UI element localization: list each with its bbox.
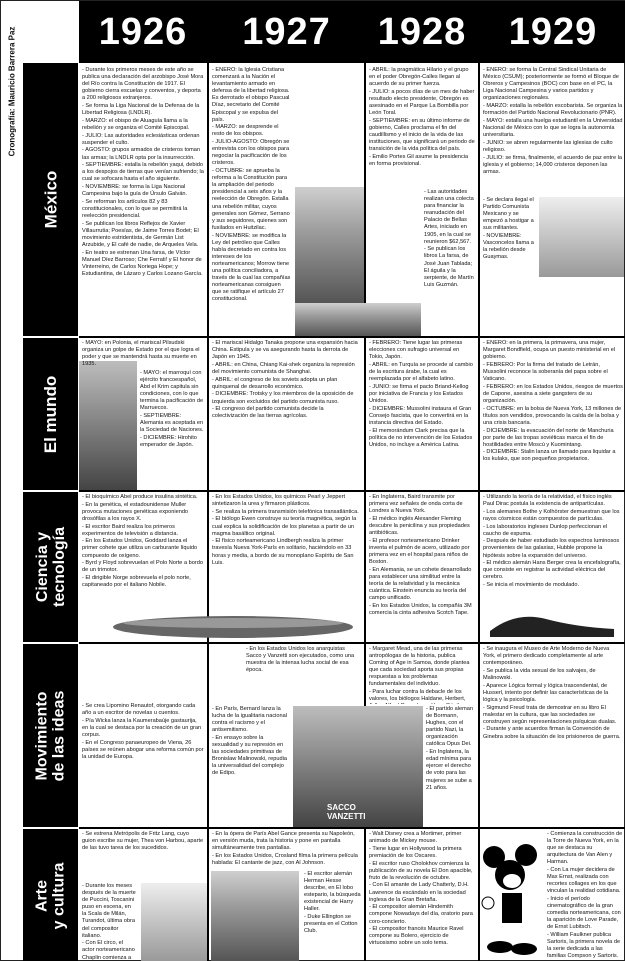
mickey-mouse-illustration [480, 843, 544, 961]
entry-text: - En el Congreso panaeuropeo de Viena, 26 países se reúnen abogar una reforma común por la unidad de Europa. [82, 739, 204, 760]
entry-text: - El escritor ruso Cholokhov comienza la publicación de su novela El Don apacible, fruto de la revolución de octubre. [369, 860, 473, 881]
entry-text: - JUNIO: se abren regularmente las iglesias de culto religioso. [483, 139, 613, 153]
photo-caption: SACCO VANZETTI [327, 803, 366, 821]
cell-ciencia-1928 [366, 492, 478, 642]
entry-text: - FEBRERO: en los Estados Unidos, riesgos de muertos de Capone, asesina a siete gangsters de su organización. [483, 383, 623, 404]
photo-couple [79, 361, 137, 490]
entry-text: - DICIEMBRE: Mussolini instaura el Gran Consejo fascista, que lo convertirá en la instancia directiva del Estado. [369, 405, 472, 426]
entry-text: - El médico inglés Alexander Fleming descubre la penicilina y sus propiedades antibióticas. [369, 515, 470, 537]
photo-sacco-vanzetti [293, 706, 423, 827]
poster-napoleon [141, 883, 207, 961]
cell-mexico-1929-b [480, 195, 538, 336]
row-mundo-label: El mundo [41, 375, 61, 453]
entry-text: - JULIO-AGOSTO: Obregón se entrevista con los obispos para negociar la pacificación de los cristeros. [212, 139, 290, 167]
row-ideas-label: Movimiento de las ideas [33, 690, 68, 781]
entry-text: - Comienza la construcción de la Torre de Nueva York, en la que se destaca su arquitectura de Van Alen y Harman. [547, 831, 623, 866]
cell-mundo-1928 [366, 338, 478, 490]
cell-arte-1928 [366, 829, 478, 961]
entry-text: - DICIEMBRE: Trotsky y los miembros de la oposición de izquierda son excluidos del partido comunista ruso. [212, 391, 354, 405]
entry-text: - Durante y ante acuerdos firman la Convención de Ginebra sobre la situación de los prisioneros de guerra. [483, 726, 621, 740]
entry-text: - William Faulkner publica Sartoris, la primera novela de la serie dedicada a las familias Compson y Sartoris. [547, 932, 621, 960]
entry-text: - AGOSTO: grupos armados de cristeros toman las armas; la LNDLR opta por la insurrección. [82, 147, 201, 161]
cell-ideas-1927 [243, 644, 364, 704]
entry-text: - Se inaugura el Museo de Arte Moderno de Nueva York, el primero dedicado completamente al arte contemporáneo. [483, 646, 610, 667]
entry-text: - Se estrena Metrópolis de Fritz Lang, cuyo guion escribe su mujer, Thea von Harbou, aparte de las tuvo tarea de los sucedidos. [82, 831, 204, 852]
cell-mexico-1928 [366, 65, 478, 190]
entry-text: - Durante los meses después de la muerte de Puccini, Toscanini puso en escena, en la Scala de Milán, Turandot, última obra del compositor italiano. [82, 883, 136, 939]
entry-text: - El memorándum Clark precisa que la política de no intervención de los Estados Unidos, no incluye a América Latina. [369, 427, 473, 448]
entry-text: - SEPTIEMBRE: Alemania es aceptada en la Sociedad de Naciones. [140, 413, 204, 434]
entry-text: - El compositor alemán Hindemith compone Nowadays del día, oratorio para coro-concierto. [369, 904, 473, 925]
entry-text: - JULIO: Las autoridades eclesiásticas ordenan suspender el culto. [82, 132, 200, 146]
entry-text: - Después de haber estudiado los espectros luminosos provenientes de las galaxias, Hubble propone la hipótesis sobre la expansión del universo. [483, 538, 620, 559]
entry-text: - Se crea Lipomino Renautof, otorgando cada año a un escritor de novelas u cuentos. [82, 703, 196, 717]
cell-mexico-1928-b [421, 187, 478, 307]
year-1928: 1928 [366, 1, 478, 63]
entry-text: - Se publica la vida sexual de los salvajes, de Malinowski. [483, 667, 596, 681]
entry-text: - SEPTIEMBRE: en su último informe de gobierno, Calles proclama el fin del caudillismo y el inicio de la vida de las instituciones, que significará un periodo de transición de la vida política del país. [369, 117, 475, 153]
photo-credit [1, 1, 23, 181]
cell-mexico-1929 [480, 65, 625, 195]
entry-text: - Se inicia el movimiento de modulado. [483, 582, 580, 589]
cell-arte-1926 [79, 829, 207, 881]
entry-text: - JULIO: a pocos días de un mes de haber resultado electo presidente, Obregón es asesinado en el Parque La Bombilla por León Toral. [369, 88, 475, 117]
cell-ciencia-1927 [209, 492, 364, 612]
entry-text: - ABRIL: en Turquía se procede al cambio de la escritura árabe, la cual es reemplazada por el alfabeto latino. [369, 361, 473, 383]
entry-text: - DICIEMBRE: la evacuación del norte de Manchuria por parte de las tropas soviéticas marca el fin de hostilidades entre Moscú y Kuomintang. [483, 427, 614, 448]
entry-text: - SEPTIEMBRE: estalla la rebelión yaqui, debido a los despojos de tierras que venían sufriendo; la cual se sofocara hasta el año siguiente. [82, 162, 204, 183]
entry-text: - En los Estados Unidos, los químicos Pearl y Jeppert sintetizaron la urea y firmaron plásticos. [212, 494, 346, 508]
year-1927: 1927 [209, 1, 364, 63]
cell-mundo-1926-b [137, 368, 207, 490]
entry-text: - Inicio el período cinematográfico de la gran comedia norteamericana, con la aparición de Love Parade, de Ernst Lubitsch. [547, 896, 621, 931]
entry-text: - Margaret Mead, una de las primeras antropólogas de la historia, publica Coming of Age in Samoa, donde plantea que cada sociedad aporta sus propias respuestas a los problemas fundamentales del individuo. [369, 646, 470, 688]
entry-text: - Utilizando la teoría de la relatividad, el físico inglés Paul Dirac postula la existencia de antipartículas. [483, 494, 612, 508]
row-mexico [23, 63, 78, 336]
entry-text: - ENERO: la Iglesia Cristiana comenzará a la Nación el levantamiento armado en defensa de la libertad religiosa. Es derrotado el obispo Pascual Díaz, secretario del Comité Episcopal y se expulsa del país. [212, 67, 290, 123]
entry-text: - NOVIEMBRE: Vasconcelos llama a la rebelión desde Guaymas. [483, 233, 534, 261]
entry-text: - El congreso del partido comunista decide la colectivización de las tierras agrícolas. [212, 406, 324, 420]
entry-text: - ENERO: se forma la Central Sindical Unitaria de México (CSUM); posteriormente se formó el Bloque de Obreros y Campesinos (BOC) con base en el PC, la Liga Nacional Campesina y varios partidos y organizaciones regionales. [483, 67, 619, 102]
entry-text: - Emilio Portes Gil asume la presidencia en forma provisional. [369, 153, 469, 167]
entry-text: - NOVIEMBRE: se modifica la Ley del petróleo que Calles había decretado en contra los intereses de los norteamericanos; Morrow tiene una política conciliadora, a través de la cual las compañías norteamericanas consiguen que se ratifique el artículo 27 constitucional. [212, 232, 291, 303]
shoe-illustration [486, 601, 620, 641]
entry-text: - MARZO: se desprende el resto de los obispos. [212, 124, 279, 138]
entry-text: - Las autoridades realizan una colecta para financiar la reanudación del Palacio de Bellas Artes, iniciado en 1905, en la cual se reunieron $62,567. [424, 189, 474, 245]
cell-mexico-1926 [79, 65, 207, 336]
photo-1927-film [211, 871, 299, 961]
entry-text: - ENERO: en la primera, la primavera, una mujer, Margaret Bondfield, ocupa un puesto ministerial en el gobierno. [483, 340, 616, 361]
entry-text: - Byrd y Floyd sobrevuelan el Polo Norte a bordo de un trimotor. [82, 560, 203, 574]
entry-text: - El escritor Baird realiza los primeros experimentos de televisión a distancia. [82, 523, 179, 537]
entry-text: - Durante los primeros meses de este año se publica una declaración del arzobispo José Mora del Río contra la Constitución de 1917. El gobierno cierra escuelas y conventos, y deporta a 200 religiosos extranjeros. [82, 67, 204, 102]
year-1926: 1926 [79, 1, 207, 63]
entry-text: - Con El circo, el actor norteamericano Chaplin comienza a [82, 940, 135, 961]
cell-arte-1927-b [301, 869, 364, 961]
entry-text: - En los Estados Unidos, Goddard lanza el primer cohete que utiliza un carburante líquido compuesto de oxígeno. [82, 538, 198, 559]
entry-text: - Se reforman los artículos 82 y 83 constitucionales, con lo que se permitirá la reelección presidencial. [82, 198, 188, 220]
entry-text: - En la ópera de París Abel Gance presenta su Napoleón, en versión muda, trata la historia y pone en pantalla simultáneamente tres pantallas. [212, 831, 355, 852]
credit-text: Cronografía: Mauricio Barrera Paz [7, 26, 17, 156]
entry-text: - El profesor norteamericano Drinker inventa el pulmón de acero, utilizado por primera vez en el hospital para niños de Boston. [369, 537, 470, 566]
entry-text: - Tiene lugar en Hollywood la primera premiación de los Oscares. [369, 845, 462, 859]
entry-text: - En Inglaterra, Baird transmite por primera vez señales de onda corta de Londres a Nueva York. [369, 494, 463, 515]
row-ideas [23, 644, 78, 827]
entry-text: - ABRIL: la pragmática Hilario y el grupo en el poder Obregón-Calles llegan al acuerdo de su primer fuerza. [369, 67, 469, 88]
entry-text: - En la genética, el estadounidense Muller provoca mutaciones genéticas exponiendo drosófilas a los rayos X. [82, 501, 189, 522]
entry-text: - MARZO: estalla la rebelión escobarista. Se organiza la formación del Partido Nacional Revolucionario (PNR). [483, 103, 623, 117]
photo-politicians [295, 303, 421, 336]
entry-text: - Se publican los libros Reflejos de Xavier Villaurrutia; Poesías, de Jaime Torres Bodet; El movimiento estridentista, de Germán List Arzubide, y El café de nadie, de Arqueles Vela. [82, 220, 199, 248]
cell-ideas-1928 [366, 644, 478, 704]
entry-text: - En los Estados Unidos los anarquistas Sacco y Vanzetti son ejecutados, como una muestra de la intensa lucha social de esa época. [246, 646, 355, 674]
entry-text: - FEBRERO: Tiene lugar las primeras elecciones con sufragio universal en Tokio, Japón. [369, 340, 463, 361]
entry-text: - MAYO: estalla una huelga estudiantil en la Universidad Nacional de México con lo que se logra la autonomía universitaria. [483, 117, 623, 139]
entry-text: - En los Estados Unidos, Crosland filma la primera película hablada: El cantante de jazz, con Al Johnson. [212, 852, 358, 866]
entry-text: - El partido aleman de Bormann, Hughes, con el partido Nazi, la organización católica Opus Dei. [426, 706, 473, 748]
entry-text: - Para luchar contra la debacle de los valores, los biólogos Haldane, Herbert, [369, 689, 466, 703]
row-mundo [23, 338, 78, 490]
entry-text: - Walt Disney crea a Mortimer, primer animado de Mickey mouse. [369, 831, 462, 845]
entry-text: - OCTUBRE: en la bolsa de Nueva York, 13 millones de títulos son vendidos, provocando la caída de la bolsa y una crisis bancaria. [483, 405, 622, 426]
entry-text: - ABRIL: en China, Chiang Kai-shek organiza la represión del movimiento comunista de Shanghai. [212, 361, 355, 375]
entry-text: - Con La mujer decidera de Max Ernst, realizada con recortes collages en los que vinculan la realidad cotidiana. [547, 867, 621, 895]
entry-text: - El compositor francés Maurice Ravel compone su Bolero, ejercicio de virtuosismo sobre un solo tema. [369, 926, 464, 947]
entry-text: - En París, Bernard lanza la lucha de la igualitaria nacional contra el racismo y el antisemitismo. [212, 706, 287, 734]
cell-ideas-1929 [480, 644, 625, 827]
cell-ciencia-1929 [480, 492, 625, 602]
photo-group-portrait [295, 187, 364, 303]
entry-text: - MAYO: el marroquí con ejército francoespañol, Abd el Krim capitula sin condiciones, con lo que termina la pacificación de Marruecos. [140, 370, 204, 412]
row-mexico-label: México [41, 170, 61, 229]
entry-text: - En teatro se estrenan Una farsa, de Víctor Manuel Díez Barroso; Che Ferrati! y El honor de Vinterreino, de Carlos Noriega Hope; y Estudiantina, de Lázaro y Carlos Lozano García. [82, 249, 203, 277]
row-ciencia-label: Ciencia y tecnología [33, 526, 68, 608]
entry-text: - El físico norteamericano Lindbergh realiza la primer travesía Nueva York-París en solitario, haciéndolo en 33 horas y media, a bordo de su monoplano Espíritu de San Luis. [212, 538, 354, 566]
entry-text: - Se realiza la primera transmisión telefónica transatlántica. [212, 508, 359, 515]
entry-text: - Se publican los libros La farsa, de José Juan Tablada; El águila y la serpiente, de Martín Luis Guzmán. [424, 246, 474, 288]
cell-ideas-1928-b [423, 704, 478, 827]
row-ciencia [23, 492, 78, 642]
entry-text: - En los Estados Unidos, la compañía 3M comercia la cinta adhesiva Scotch Tape. [369, 602, 472, 616]
entry-text: - Pía Wicka lanza la Kaumerabaúje gastaurija, en la cual se destaca por la creación de un gran corpus. [82, 717, 202, 738]
cell-ideas-1927-b [209, 704, 293, 827]
entry-text: - OCTUBRE: se aprueba la reforma a la Constitución para la ampliación del periodo presidencial a seis años y la reelección de Obregón. Estalla una rebelión militar, cuyos generales son Gómez, Serrano y sus seguidores, quienes son fusilados en Huitzilac. [212, 168, 290, 231]
cell-mundo-1929 [480, 338, 625, 490]
entry-text: - El escritor alemán Herman Hesse describe, en El lobo estepario, la búsqueda existencial de Harry Haller. [304, 871, 361, 913]
row-arte-label: Arte y cultura [33, 862, 68, 929]
entry-text: - El bioquímico Abel produce insulina sintética. [82, 494, 198, 500]
entry-text: - En Inglaterra, la edad mínima para ejercer el derecho de voto para las mujeres se sube a 21 años. [426, 749, 472, 791]
entry-text: - El biólogo Ewen construye su teoría magnética, según la cual explica la solidificación de los planetas a partir de un magma basáltico original. [212, 516, 357, 537]
cell-arte-1927 [209, 829, 364, 869]
entry-text: - Se forma la Liga Nacional de la Defensa de la Libertad Religiosa (LNDLR). [82, 103, 200, 117]
entry-text: - En Alemania, se un cohete desarrollado para establecer una similitud entre la teoría de la relatividad y la mecánica cuántica. Einstein enuncia su teoría del campo unificado. [369, 566, 472, 602]
year-1929: 1929 [480, 1, 625, 63]
entry-text: - Los laboratorios ingleses Dunlop perfeccionan el caucho de espuma. [483, 523, 608, 537]
entry-text: - Se declara ilegal el Partido Comunista Mexicano y se empezó a hostigar a sus militantes. [483, 197, 534, 232]
cell-arte-1926-b [79, 881, 139, 961]
entry-text: - MARZO: el obispo de Aluaguía llama a la rebelión y se organiza el Comité Episcopal. [82, 117, 190, 131]
entry-text: - En ensayo sobre la sexualidad y su represión en las sociedades primitivas de Bronislaw Malinowski, repudia la universalidad del complejo de Edipo. [212, 734, 287, 777]
entry-text: - Duke Ellington se presenta en el Cotton Club. [304, 914, 358, 935]
cell-mexico-1927 [209, 65, 294, 336]
entry-text: - Sigmund Freud trata de demostrar en su libro El malestar en la cultura, que las sociedades se construyen según representaciones psíquicas dualas. [483, 704, 617, 725]
entry-text: - JUNIO: se firma el pacto Briand-Kellog por iniciativa de Francia y los Estados Unidos. [369, 383, 469, 404]
entry-text: - DICIEMBRE: Hirohito emperador de Japón. [140, 435, 197, 449]
cell-mundo-1926 [79, 338, 207, 368]
entry-text: - Con El amante de Lady Chatterly, D.H. Lawrence da escándalo en la sociedad inglesa de la Gran Bretaña. [369, 882, 469, 903]
cell-arte-1929 [544, 829, 625, 961]
entry-text: - El dirigible Norge sobrevuela el polo norte, capitaneado por el italiano Nobile. [82, 575, 191, 589]
entry-text: - El mariscal Hidalgo Tanaka propone una expansión hacia China. Estipula y se va asegurando hasta la derrota de Japón en 1945. [212, 340, 358, 361]
photo-crowd [539, 197, 624, 277]
entry-text: - ABRIL: el congreso de los soviets adopta un plan quinquenal de desarrollo económico. [212, 376, 338, 390]
entry-text: - FEBRERO: Por la firma del tratado de Letrán, Mussolini reconoce la soberanía del papa sobre el Vaticano. [483, 361, 608, 383]
entry-text: - NOVIEMBRE: se forma la Liga Nacional Campesina bajo la guía de Úrsulo Galván. [82, 184, 188, 198]
cell-mundo-1927 [209, 338, 364, 490]
entry-text: - Los alemanes Bothe y Kolhörster demuestran que los rayos cósmicos están compuestos de partículas. [483, 508, 620, 522]
entry-text: - JULIO: se firma, finalmente, el acuerdo de paz entre la iglesia y el gobierno; 14,000 cristeros deponen las armas. [483, 154, 622, 175]
airship-illustration [83, 613, 363, 641]
row-arte [23, 829, 78, 961]
entry-text: - Aparece Lógica formal y lógica trascendental, de Husserl, intento por definir las características de la lógica y la psicología. [483, 682, 609, 703]
entry-text: - DICIEMBRE: Stalin lanza un llamado para liquidar a los kulaks, que son pequeños propietarios. [483, 449, 616, 463]
entry-text: - MAYO: en Polonia, el mariscal Pilsudski organiza un golpe de Estado por el que logra el poder y que se mantendrá hasta su muerte en 1935. [82, 340, 200, 368]
entry-text: - El médico alemán Hans Berger crea la encefalografía, que consiste en registrar la actividad eléctrica del cerebro. [483, 560, 621, 581]
cell-ideas-1926 [79, 701, 207, 827]
